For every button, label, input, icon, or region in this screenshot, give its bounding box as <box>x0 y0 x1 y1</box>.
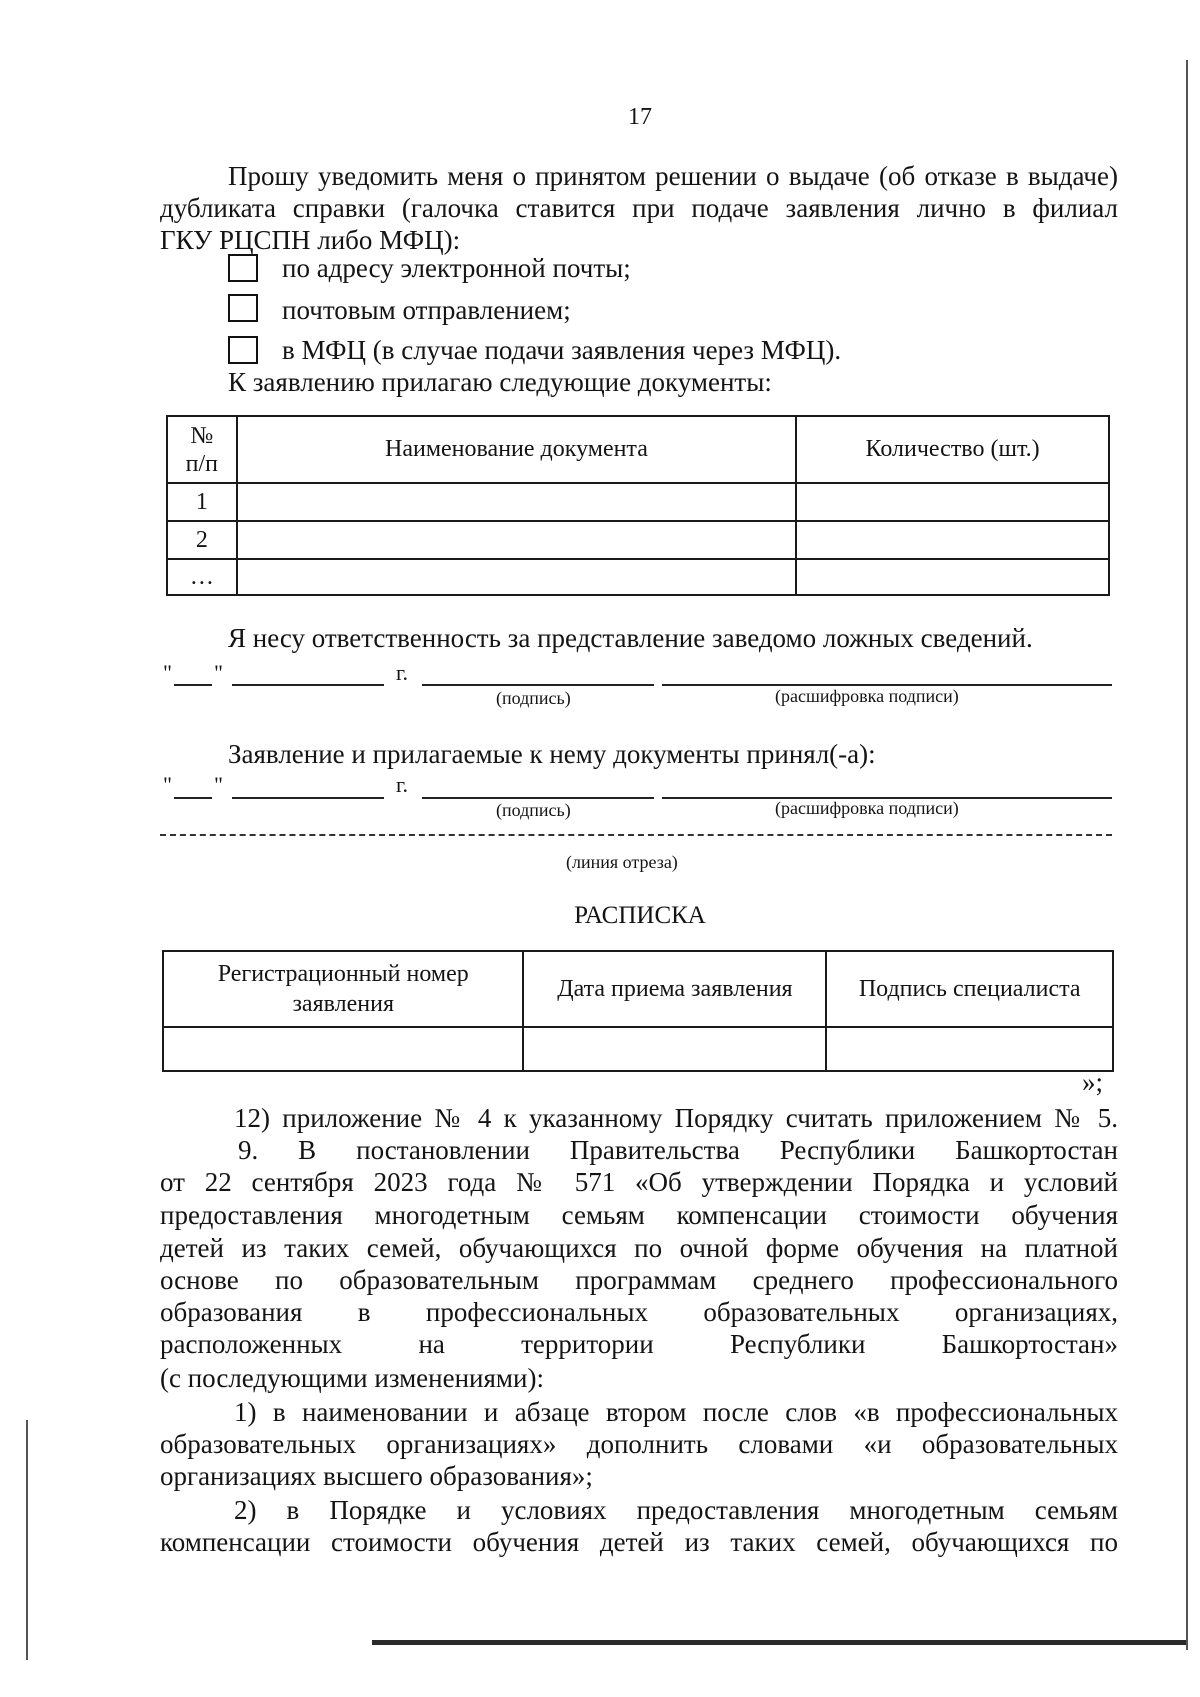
close-quote: »; <box>1082 1067 1104 1097</box>
year-suffix: г. <box>396 660 409 685</box>
para-9-line-6: образования в профессиональных образовательных организациях, <box>160 1297 1118 1327</box>
receipt-title: РАСПИСКА <box>574 902 706 929</box>
table-row <box>167 483 1109 521</box>
item-2-line-2: компенсации стоимости обучения детей из таких семей, обучающихся по <box>160 1527 1118 1557</box>
receipt-date-header: Дата приема заявления <box>523 951 826 1027</box>
month-field[interactable] <box>232 684 384 686</box>
page-edge-right <box>1186 60 1188 1650</box>
row-number: 2 <box>167 521 237 559</box>
accepted-text: Заявление и прилагаемые к нему документы принял(-а): <box>228 739 876 769</box>
receipt-date-cell[interactable] <box>523 1027 826 1071</box>
col-document-name-header: Наименование документа <box>237 416 796 483</box>
document-name-cell[interactable] <box>237 483 796 521</box>
page-edge-bottom <box>372 1640 1186 1645</box>
para-9-line-1: 9. В постановлении Правительства Республики Башкортостан <box>238 1135 1118 1165</box>
option-post-label: почтовым отправлением; <box>282 295 571 325</box>
quote-open: " <box>163 772 172 797</box>
para-9-line-7: расположенных на территории Республики Башкортостан» <box>160 1329 1118 1359</box>
quote-close: " <box>214 772 223 797</box>
year-suffix: г. <box>396 772 409 797</box>
specialist-signature-header: Подпись специалиста <box>826 951 1113 1027</box>
para-9-line-2: от 22 сентября 2023 года № 571 «Об утверждении Порядка и условий <box>160 1167 1118 1197</box>
signature-field[interactable] <box>422 684 654 686</box>
signature-label: (подпись) <box>496 800 571 820</box>
row-number: 1 <box>167 483 237 521</box>
table-row <box>167 521 1109 559</box>
post-checkbox[interactable] <box>228 294 258 322</box>
quantity-cell[interactable] <box>796 521 1109 559</box>
page-number: 17 <box>628 104 652 130</box>
row-number: … <box>167 559 237 595</box>
document-name-cell[interactable] <box>237 559 796 595</box>
day-field[interactable] <box>174 684 212 686</box>
quantity-cell[interactable] <box>796 483 1109 521</box>
signature-label: (подпись) <box>496 688 571 708</box>
receipt-table <box>162 950 1114 1072</box>
col-number-header: № п/п <box>167 416 237 483</box>
item-2-line-1: 2) в Порядке и условиях предоставления многодетным семьям <box>234 1495 1118 1525</box>
signature-field[interactable] <box>422 797 654 799</box>
item-1-line-2: образовательных организациях» дополнить словами «и образовательных <box>160 1429 1118 1459</box>
decoding-label: (расшифровка подписи) <box>775 686 959 706</box>
table-row <box>167 559 1109 595</box>
reg-number-header: Регистрационный номер заявления <box>163 951 523 1027</box>
reg-number-cell[interactable] <box>163 1027 523 1071</box>
page-edge-left <box>26 1420 28 1660</box>
day-field[interactable] <box>174 797 212 799</box>
responsibility-text: Я несу ответственность за представление заведомо ложных сведений. <box>228 623 1033 653</box>
item-1-line-3: организациях высшего образования»; <box>160 1461 593 1491</box>
para-9-line-5: основе по образовательным программам среднего профессионального <box>160 1265 1118 1295</box>
attach-text: К заявлению прилагаю следующие документы: <box>228 367 772 397</box>
documents-table <box>166 415 1110 596</box>
cut-line <box>160 834 1112 836</box>
item-1-line-1: 1) в наименовании и абзаце втором после слов «в профессиональных <box>234 1397 1118 1427</box>
decoding-label: (расшифровка подписи) <box>775 798 959 818</box>
email-checkbox[interactable] <box>228 254 258 282</box>
month-field[interactable] <box>232 797 384 799</box>
para-9-line-4: детей из таких семей, обучающихся по очной форме обучения на платной <box>160 1233 1118 1263</box>
specialist-signature-cell[interactable] <box>826 1027 1113 1071</box>
quantity-cell[interactable] <box>796 559 1109 595</box>
para-9-line-3: предоставления многодетным семьям компенсации стоимости обучения <box>160 1200 1118 1230</box>
option-email-label: по адресу электронной почты; <box>282 253 631 283</box>
option-mfc-label: в МФЦ (в случае подачи заявления через МФЦ). <box>282 335 842 365</box>
quote-close: " <box>214 660 223 685</box>
document-name-cell[interactable] <box>237 521 796 559</box>
notify-line-2: дубликата справки (галочка ставится при подаче заявления лично в филиал <box>160 193 1118 223</box>
quote-open: " <box>163 660 172 685</box>
mfc-checkbox[interactable] <box>228 336 258 364</box>
notify-line-1: Прошу уведомить меня о принятом решении о выдаче (об отказе в выдаче) <box>228 161 1118 191</box>
item-12: 12) приложение № 4 к указанному Порядку считать приложением № 5. <box>234 1103 1118 1133</box>
cut-line-label: (линия отреза) <box>566 852 678 872</box>
notify-line-3: ГКУ РЦСПН либо МФЦ): <box>160 225 461 255</box>
table-row <box>163 1027 1113 1071</box>
col-quantity-header: Количество (шт.) <box>796 416 1109 483</box>
para-9-line-8: (с последующими изменениями): <box>160 1363 544 1393</box>
